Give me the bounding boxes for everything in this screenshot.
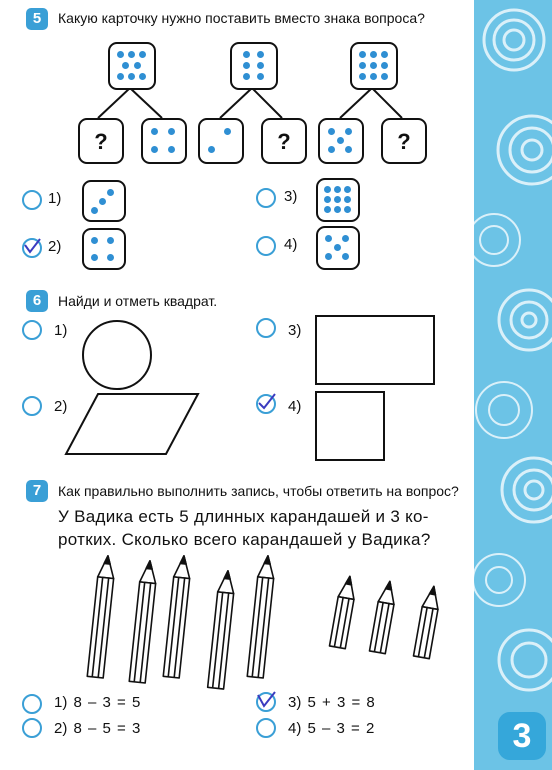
q7-option-1-expr: 8 – 3 = 5	[73, 694, 141, 711]
problem-line-2: ротких. Сколько всего карандашей у Вадика?	[58, 530, 431, 549]
card-bottom-3a	[318, 118, 364, 164]
q5-option-1-label: 1)	[48, 190, 62, 207]
q7-option-3	[288, 694, 375, 711]
decorative-side-strip	[474, 0, 552, 770]
card-question-2	[261, 118, 307, 164]
q5-option-2-label: 2)	[48, 238, 62, 255]
q7-option-2-expr: 8 – 5 = 3	[73, 720, 141, 737]
q7-option-4-label: 4)	[288, 720, 302, 737]
q5-option-2-radio[interactable]	[22, 238, 42, 258]
q7-option-2-label: 2)	[54, 720, 68, 737]
q7-option-1	[54, 694, 140, 711]
q5-option-3-card	[316, 178, 360, 222]
question-6-number: 6	[26, 290, 48, 312]
card-top-3	[350, 42, 398, 90]
long-pencil-1	[87, 555, 116, 678]
long-pencil-3	[163, 555, 192, 678]
short-pencil-1	[329, 575, 357, 649]
question-5-text: Какую карточку нужно поставить вместо знака вопроса?	[58, 10, 425, 26]
card-top-1	[108, 42, 156, 90]
parallelogram-shape	[64, 390, 204, 460]
card-question-3	[381, 118, 427, 164]
question-7-number: 7	[26, 480, 48, 502]
q7-option-4	[288, 720, 374, 737]
question-mark: ?	[277, 129, 291, 154]
square-shape	[314, 390, 386, 462]
q5-option-1-radio[interactable]	[22, 190, 42, 210]
short-pencil-3	[413, 585, 441, 659]
long-pencil-2	[129, 560, 158, 683]
q6-option-2-radio[interactable]	[22, 396, 42, 416]
question-6-text: Найди и отметь квадрат.	[58, 293, 218, 309]
question-7-text: Как правильно выполнить запись, чтобы ответить на вопрос?	[58, 483, 459, 499]
checkmark-icon	[22, 236, 44, 258]
q6-option-1-radio[interactable]	[22, 320, 42, 340]
q7-option-1-radio[interactable]	[22, 694, 42, 714]
q5-option-2-card	[82, 228, 126, 270]
q7-option-3-expr: 5 + 3 = 8	[307, 694, 375, 711]
card-bottom-2a	[198, 118, 244, 164]
decorative-circles	[474, 0, 552, 770]
q6-option-1-label: 1)	[54, 322, 68, 339]
rectangle-shape	[314, 314, 436, 386]
q7-option-4-expr: 5 – 3 = 2	[307, 720, 375, 737]
question-5-number: 5	[26, 8, 48, 30]
q6-option-4-label: 4)	[288, 398, 302, 415]
page-number: 3	[498, 712, 546, 760]
pencils-illustration	[70, 550, 450, 690]
q7-option-2	[54, 720, 140, 737]
q7-option-3-label: 3)	[288, 694, 302, 711]
short-pencil-2	[369, 580, 397, 654]
q5-option-3-label: 3)	[284, 188, 298, 205]
checkmark-icon	[256, 690, 278, 712]
q5-option-4-radio[interactable]	[256, 236, 276, 256]
question-mark: ?	[94, 129, 108, 154]
card-question-1	[78, 118, 124, 164]
problem-line-1: У Вадика есть 5 длинных карандашей и 3 ко-	[58, 507, 429, 526]
question-mark: ?	[397, 129, 411, 154]
checkmark-icon	[256, 392, 278, 414]
q5-option-3-radio[interactable]	[256, 188, 276, 208]
q7-option-4-radio[interactable]	[256, 718, 276, 738]
long-pencil-5	[247, 555, 276, 678]
q5-option-1-card	[82, 180, 126, 222]
circle-shape	[80, 318, 154, 392]
q5-option-4-card	[316, 226, 360, 270]
q6-option-4-radio[interactable]	[256, 394, 276, 414]
long-pencil-4	[208, 570, 236, 689]
q6-option-2-label: 2)	[54, 398, 68, 415]
card-top-2	[230, 42, 278, 90]
q6-option-3-label: 3)	[288, 322, 302, 339]
q6-option-3-radio[interactable]	[256, 318, 276, 338]
q7-option-3-radio[interactable]	[256, 692, 276, 712]
q5-option-4-label: 4)	[284, 236, 298, 253]
card-bottom-1b	[141, 118, 187, 164]
q7-option-1-label: 1)	[54, 694, 68, 711]
q7-option-2-radio[interactable]	[22, 718, 42, 738]
